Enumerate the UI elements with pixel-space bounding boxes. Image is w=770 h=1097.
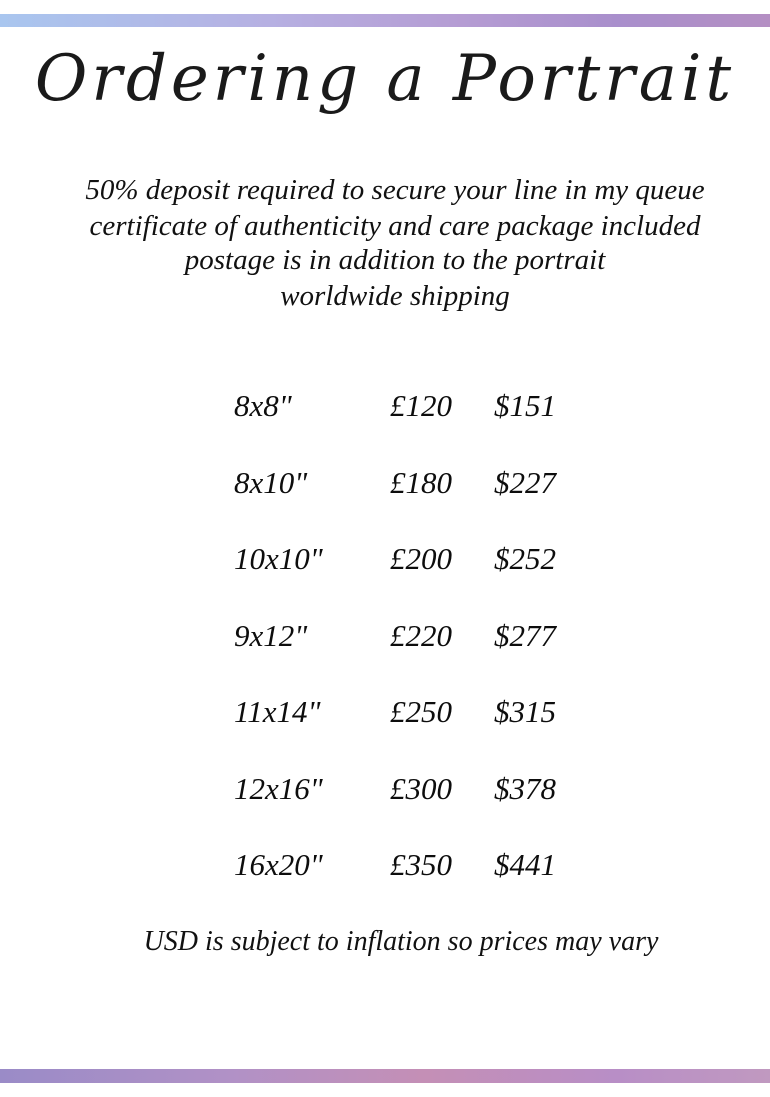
- price-usd: $378: [494, 770, 556, 806]
- price-row: [0, 380, 770, 457]
- price-gbp: £300: [390, 770, 452, 806]
- portrait-size: 16x20": [234, 847, 323, 882]
- portrait-size: 12x16": [234, 770, 323, 806]
- price-usd: $252: [494, 541, 556, 576]
- price-gbp: £220: [390, 617, 452, 653]
- price-row: [0, 763, 770, 840]
- price-gbp: £250: [390, 694, 452, 729]
- price-usd: $151: [494, 388, 556, 423]
- price-table: [0, 380, 770, 916]
- price-usd: $315: [494, 694, 556, 729]
- portrait-size: 8x8": [234, 388, 292, 423]
- inflation-note: USD is subject to inflation so prices may vary: [143, 926, 659, 957]
- shipping-note: worldwide shipping: [280, 280, 510, 312]
- deposit-note: 50% deposit required to secure your line in my queue: [85, 174, 705, 206]
- price-row: [0, 839, 770, 916]
- certificate-note: certificate of authenticity and care package included: [89, 210, 701, 242]
- price-row: [0, 533, 770, 610]
- price-gbp: £200: [390, 541, 452, 576]
- portrait-size: 8x10": [234, 464, 308, 500]
- order-terms: [0, 172, 770, 314]
- price-gbp: £350: [390, 847, 452, 882]
- price-usd: $441: [494, 847, 556, 882]
- page-title: [0, 28, 770, 138]
- page-title-script: [0, 28, 770, 138]
- price-row: [0, 686, 770, 763]
- portrait-size: 9x12": [234, 617, 308, 653]
- price-row: [0, 610, 770, 687]
- price-usd: $227: [494, 464, 556, 500]
- portrait-size: 11x14": [234, 694, 321, 729]
- portrait-size: 10x10": [234, 541, 323, 576]
- price-gbp: £180: [390, 464, 452, 500]
- page-title-text: Ordering a Portrait: [34, 42, 736, 116]
- bottom-decorative-bar: [0, 1069, 770, 1083]
- price-gbp: £120: [390, 388, 452, 423]
- postage-note: postage is in addition to the portrait: [184, 244, 606, 276]
- top-decorative-bar: [0, 14, 770, 27]
- price-usd: $277: [494, 617, 556, 653]
- price-row: [0, 457, 770, 534]
